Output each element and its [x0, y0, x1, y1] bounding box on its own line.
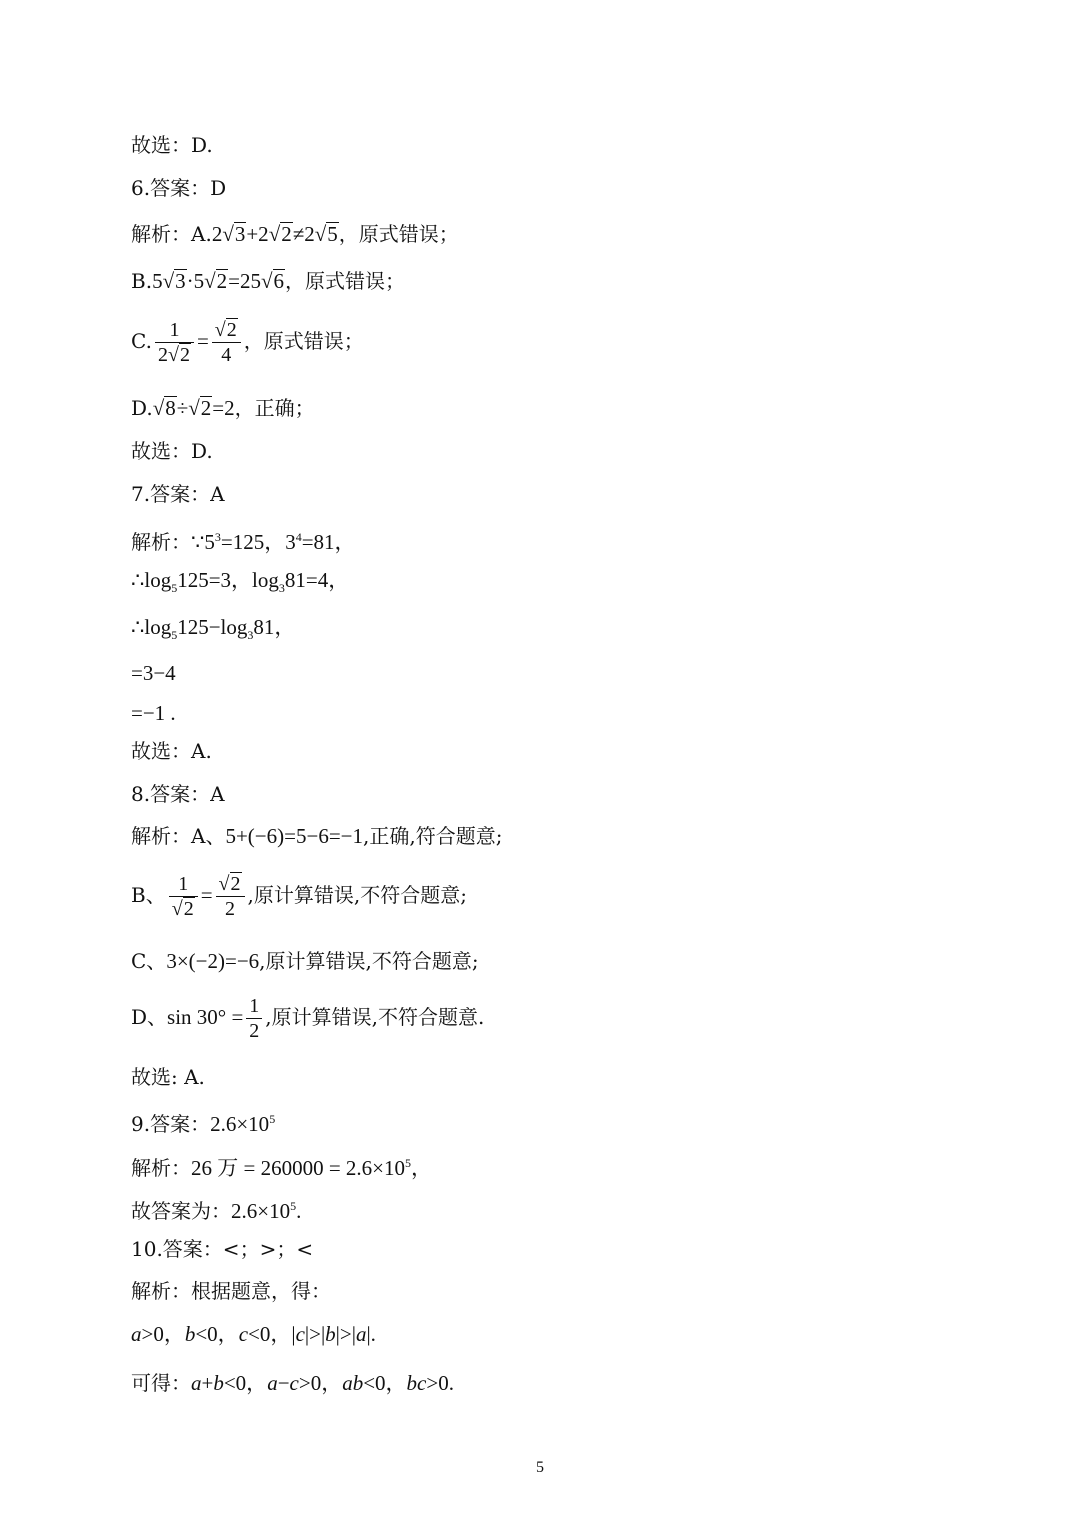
text-line: 故答案为：$2.6\times 10^5$. [131, 1199, 302, 1223]
text-line: D、sin 30° = $\frac{1}{2}$ ,原计算错误,不符合题意. [131, 995, 485, 1042]
text-line: $\therefore\log_5125-\log_381$， [131, 615, 296, 643]
text-line: C. $\frac{1}{2√2}$ = $\frac{√2}{4}$ ，原式错误； [131, 319, 364, 366]
page-number: 5 [536, 1459, 544, 1476]
answer-heading: 9.答案：$2.6\times 10^5$ [131, 1112, 276, 1136]
answer-heading: 6.答案：D [131, 176, 227, 200]
text-line: D.√8÷√2=2，正确； [131, 396, 315, 420]
text-line: 解析：$\because 5^3=125$，$3^4=81$， [131, 530, 356, 554]
text-line: a>0，b<0，c<0，|c|>|b|>|a|. [131, 1322, 376, 1346]
text-line: 故选：D. [131, 133, 213, 157]
text-line: 故选：D. [131, 439, 213, 463]
answer-heading: 8.答案：A [131, 782, 225, 806]
text-line: =−1 . [131, 701, 176, 725]
text-line: C、3×(−2)=−6,原计算错误,不符合题意; [131, 949, 479, 973]
text-line: B.5√3·5√2=25√6，原式错误； [131, 269, 405, 293]
text-line: 故选: A. [131, 1065, 205, 1089]
answer-heading: 7.答案：A [131, 482, 225, 506]
text-line: 故选：A. [131, 739, 212, 763]
text-line: 解析：26 万 = $260000 = 2.6\times 10^5$， [131, 1156, 433, 1180]
text-line: B、 $\frac{1}{√2}$ = $\frac{√2}{2}$ ,原计算错误,不符合题意; [131, 873, 467, 920]
text-line: 解析：A.2√3+2√2≠2√5，原式错误； [131, 222, 459, 246]
text-line: 可得：a+b<0，a−c>0，ab<0，bc>0. [131, 1371, 454, 1395]
answer-heading: 10.答案：<；>；< [131, 1237, 314, 1261]
text-line: 解析：A、5+(−6)=5−6=−1,正确,符合题意; [131, 824, 503, 848]
text-line: 解析：根据题意，得： [131, 1279, 331, 1303]
text-line: =3−4 [131, 661, 176, 685]
text-line: $\therefore\log_5125=3$，$\log_381=4$， [131, 568, 350, 596]
